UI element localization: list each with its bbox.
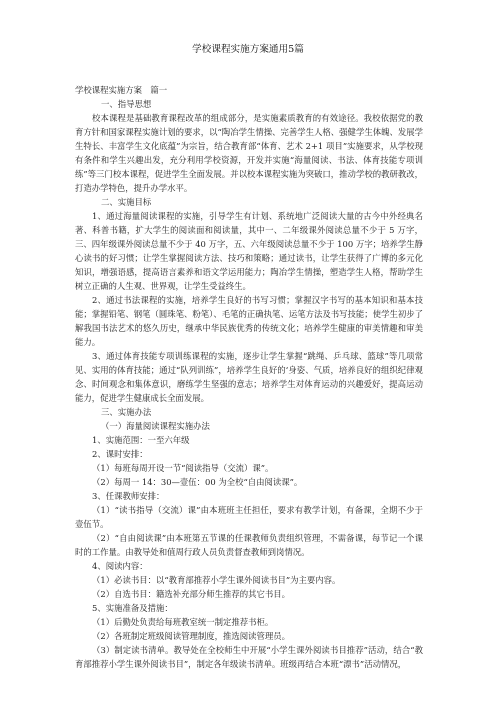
paragraph-list	[75, 97, 423, 671]
paragraph: 一、指导思想	[101, 99, 152, 109]
paragraph: （2）自选书目：籍选补充部分师生推荐的其它书目。	[92, 589, 290, 599]
paragraph: 2、课时安排：	[92, 449, 148, 459]
paragraph: （1）必读书目：以“教育部推荐小学生课外阅读书目”为主要内容。	[92, 575, 341, 585]
document-body	[75, 83, 423, 671]
paragraph: （一）海量阅读课程实施办法	[101, 421, 210, 431]
paragraph: 校本课程是基础教育课程改革的组成部分，是实施素质教育的有效途径。我校依据党的教育方针和国家课程实施计划的要求，以“陶冶学生情操、完善学生人格、强健学生体魄、发展学生特长、丰富学生文化底蕴”为宗旨，结合教育部“体育、艺术 2+1 项目”实施要求，从学校现有条件和学生兴趣出发，充分利用学校资源，开发并实施“海量阅读、书法、体育技能专项训练”等三门校本课程，促进学生全面发展。并以校本课程实施为突破口，推动学校的教研教改，打造办学特色，提升办学水平。	[75, 113, 423, 193]
paragraph: （1）每班每周开设一节“阅读指导（交流）课”。	[92, 463, 274, 473]
section-heading: 学校课程实施方案 篇一	[75, 85, 168, 95]
paragraph: 三、实施办法	[101, 407, 152, 417]
paragraph: 二、实施目标	[101, 197, 152, 207]
paragraph: （3）制定读书清单。教导处在全校师生中开展“小学生课外阅读书目推荐”活动，结合“教育部推荐小学生课外阅读书目”，制定各年级读书清单。班级再结合本班“漂书”活动情况，	[75, 645, 423, 669]
paragraph: 5、实施准备及措施：	[92, 603, 173, 613]
paragraph: （1）“读书指导（交流）课”由本班班主任担任，要求有教学计划，有备课，全期不少于壹伍节。	[75, 505, 423, 529]
paragraph: 3、通过体育技能专项训练课程的实施，逐步让学生掌握“跳绳、乒乓球、篮球”等几项常见、实用的体育技能；通过“队列训练”，培养学生良好的‘身姿、气质，培养良好的组织纪律观念、时间观念和集体意识，磨练学生坚强的意志；培养学生对体育运动的兴趣爱好，提高运动能力，促进学生健康成长全面发展。	[75, 351, 423, 403]
paragraph: （1）后勤处负责给每班教室统一制定推荐书柜。	[92, 617, 274, 627]
paragraph: 3、任课教师安排：	[92, 491, 165, 501]
paragraph: 4、阅读内容：	[92, 561, 148, 571]
paragraph: 1、通过海量阅读课程的实施，引导学生有计划、系统地广泛阅读大量的古今中外经典名著、科普书籍，扩大学生的阅读面和阅读量，其中一、二年级课外阅读总量不少于 5 万字，三、四年级课外阅读总量不少于 40 万字，五、六年级阅读总量不少于 100 万字；培养学生静心读书的好习惯；让学生掌握阅读方法、技巧和策略；通过读书，让学生获得了广博的多元化知识，增强语感，提高语言素养和语文学运用能力；陶冶学生情操，塑造学生人格，帮助学生树立正确的人生观、世界观，让学生受益终生。	[75, 211, 423, 291]
paragraph: 1、实施范围：一至六年级	[92, 435, 190, 445]
paragraph: （2）“自由阅读课”由本班第五节课的任课教师负责组织管理，不需备课，每节记一个课时的工作量。由教导处和值周行政人员负责督查教师到岗情况。	[75, 533, 423, 557]
paragraph: （2）各班制定班级阅读管理制度，推选阅读管理员。	[92, 631, 290, 641]
document-title: 学校课程实施方案通用5篇	[192, 44, 304, 55]
paragraph: （2）每周一 14：30—壹伍：00 为全校“自由阅读课”。	[92, 477, 303, 487]
paragraph: 2、通过书法课程的实施，培养学生良好的书写习惯；掌握汉字书写的基本知识和基本技能；掌握铅笔、钢笔（圆珠笔、粉笔）、毛笔的正确执笔、运笔方法及书写技能；使学生初步了解我国书法艺术的悠久历史，继承中华民族优秀的传统文化；培养学生健康的审美情趣和审美能力。	[75, 295, 423, 347]
